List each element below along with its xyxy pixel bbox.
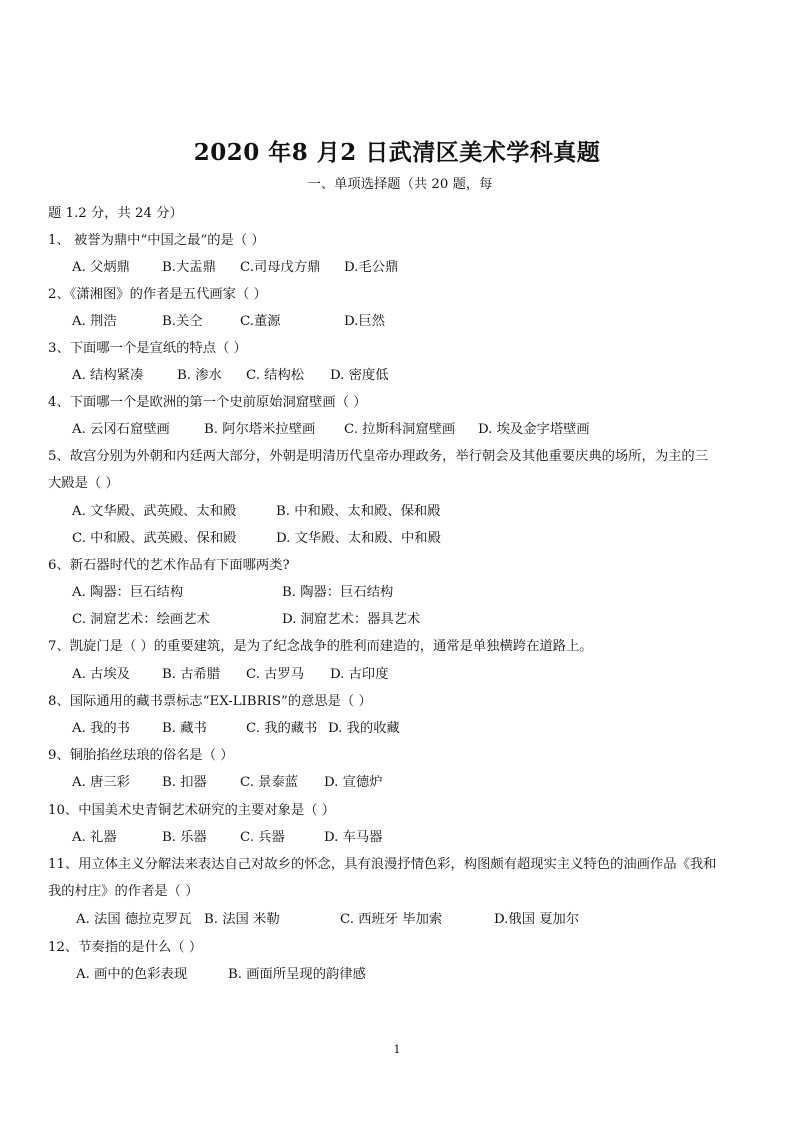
question-4: 4、下面哪一个是欧洲的第一个史前原始洞窟壁画（ ） <box>48 395 367 410</box>
question-11-cont: 我的村庄》的作者是（ ） <box>48 884 199 899</box>
option-b: B. 法国 米勒 <box>204 912 280 927</box>
option-d: D. 洞窟艺术：器具艺术 <box>282 612 421 627</box>
question-11: 11、用立体主义分解法来表达自己对故乡的怀念，具有浪漫抒情色彩，构图颇有超现实主义特色的油画作品《我和 <box>48 857 717 872</box>
question-6: 6、新石器时代的艺术作品有下面哪两类? <box>48 558 290 573</box>
option-c: C. 古罗马 <box>246 667 305 682</box>
option-b: B. 渗水 <box>177 368 222 383</box>
option-a: A. 云冈石窟壁画 <box>72 422 170 437</box>
option-c: C. 兵器 <box>240 830 285 845</box>
option-b: B.关仝 <box>162 314 203 329</box>
question-12: 12、节奏指的是什么（ ） <box>48 940 203 955</box>
page-number: 1 <box>393 1043 401 1056</box>
option-b: B. 藏书 <box>162 721 207 736</box>
option-a: A. 父炳鼎 <box>72 260 130 275</box>
option-a: A. 礼器 <box>72 830 117 845</box>
question-5: 5、故宫分别为外朝和内廷两大部分，外朝是明清历代皇帝办理政务，举行朝会及其他重要庆典的场所，为主的三 <box>48 449 709 464</box>
option-d: D. 密度低 <box>330 368 389 383</box>
option-c: C. 景泰蓝 <box>240 775 299 790</box>
option-a: A. 画中的色彩表现 <box>76 967 188 982</box>
option-d: D. 我的收藏 <box>328 721 400 736</box>
option-a: A. 古埃及 <box>72 667 130 682</box>
option-d: D. 文华殿、太和殿、中和殿 <box>276 531 441 546</box>
option-a: A. 陶器：巨石结构 <box>72 585 184 600</box>
option-d: D.毛公鼎 <box>344 260 399 275</box>
option-a: A. 结构紧凑 <box>72 368 144 383</box>
option-a: A. 我的书 <box>72 721 130 736</box>
option-b: B. 陶器：巨石结构 <box>282 585 394 600</box>
option-b: B.大盂鼎 <box>162 260 216 275</box>
option-d: D. 埃及金字塔壁画 <box>478 422 590 437</box>
option-b: B. 中和殿、太和殿、保和殿 <box>276 504 441 519</box>
question-3: 3、下面哪一个是宣纸的特点（ ） <box>48 341 247 356</box>
option-b: B. 扣器 <box>162 775 207 790</box>
option-d: D. 宣德炉 <box>324 775 383 790</box>
option-a: A. 文华殿、武英殿、太和殿 <box>72 504 237 519</box>
section-heading: 一、单项选择题（共 20 题，每 <box>307 177 493 192</box>
option-d: D.巨然 <box>344 314 386 329</box>
page-title: 2020 年8 月2 日武清区美术学科真题 <box>193 139 601 166</box>
question-2: 2、《潇湘图》的作者是五代画家（ ） <box>48 287 267 302</box>
option-a: A. 唐三彩 <box>72 775 130 790</box>
option-c: C. 拉斯科洞窟壁画 <box>344 422 456 437</box>
option-c: C. 结构松 <box>246 368 305 383</box>
question-9: 9、铜胎掐丝珐琅的俗名是（ ） <box>48 748 234 763</box>
option-b: B. 阿尔塔米拉壁画 <box>204 422 316 437</box>
option-c: C. 西班牙 毕加索 <box>340 912 443 927</box>
option-a: A. 法国 德拉克罗瓦 <box>76 912 192 927</box>
question-8: 8、国际通用的藏书票标志“EX-LIBRIS”的意思是（ ） <box>48 694 372 709</box>
option-c: C. 我的藏书 <box>246 721 318 736</box>
option-a: A. 荆浩 <box>72 314 117 329</box>
section-heading-cont: 题 1.2 分，共 24 分） <box>48 206 183 221</box>
option-b: B. 乐器 <box>162 830 207 845</box>
option-c: C.司母戊方鼎 <box>240 260 321 275</box>
option-b: B. 画面所呈现的韵律感 <box>228 967 366 982</box>
option-d: D. 车马器 <box>324 830 383 845</box>
question-7: 7、凯旋门是（ ）的重要建筑，是为了纪念战争的胜利而建造的，通常是单独横跨在道路上。 <box>48 639 593 654</box>
question-1: 1、 被誉为鼎中“中国之最”的是（ ） <box>48 233 265 248</box>
option-d: D.俄国 夏加尔 <box>494 912 580 927</box>
option-b: B. 古希腊 <box>162 667 221 682</box>
option-c: C.董源 <box>240 314 281 329</box>
option-d: D. 古印度 <box>330 667 389 682</box>
option-c: C. 中和殿、武英殿、保和殿 <box>72 531 237 546</box>
option-c: C. 洞窟艺术：绘画艺术 <box>72 612 210 627</box>
question-5-cont: 大殿是（ ） <box>48 476 119 491</box>
question-10: 10、中国美术史青铜艺术研究的主要对象是（ ） <box>48 803 336 818</box>
